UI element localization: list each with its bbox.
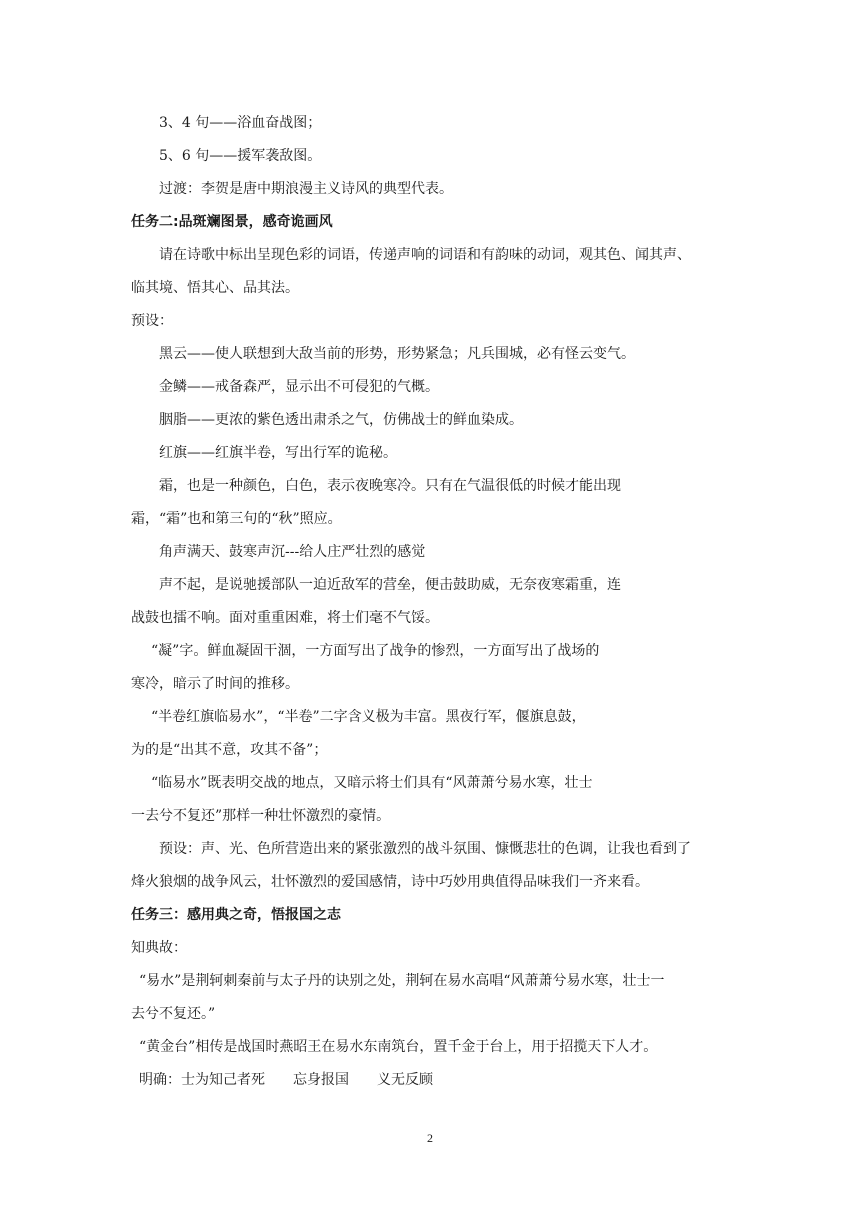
text-line: 请在诗歌中标出呈现色彩的词语，传递声响的词语和有韵味的动词，观其色、闻其声、: [159, 247, 691, 263]
text-line: 预设：: [131, 313, 173, 329]
text-line: 霜，也是一种颜色，白色，表示夜晚寒冷。只有在气温很低的时候才能出现: [159, 478, 621, 494]
section-heading: 任务二:品斑斓图景，感奇诡画风: [131, 214, 333, 230]
document-body: [131, 107, 741, 1097]
text-line: 过渡：李贺是唐中期浪漫主义诗风的典型代表。: [159, 181, 453, 197]
text-line: 声不起，是说驰援部队一迫近敌军的营垒，便击鼓助威，无奈夜寒霜重，连: [159, 577, 621, 593]
text-line: 为的是“出其不意，攻其不备”；: [131, 742, 328, 758]
text-line: 临其境、悟其心、品其法。: [131, 280, 299, 296]
text-line: 5、6 句——援军袭敌图。: [159, 148, 322, 164]
text-line: 3、4 句——浴血奋战图；: [159, 115, 322, 131]
section-heading: 任务三：感用典之奇，悟报国之志: [131, 907, 341, 923]
text-line: 预设：声、光、色所营造出来的紧张激烈的战斗氛围、慷慨悲壮的色调，让我也看到了: [159, 841, 691, 857]
text-line: “半卷红旗临易水”，“半卷”二字含义极为丰富。黑夜行军，偃旗息鼓，: [151, 709, 586, 725]
text-line: 金鳞——戒备森严，显示出不可侵犯的气概。: [159, 379, 439, 395]
text-line: 胭脂——更浓的紫色透出肃杀之气，仿佛战士的鲜血染成。: [159, 412, 523, 428]
text-line: 烽火狼烟的战争风云，壮怀激烈的爱国感情，诗中巧妙用典值得品味我们一齐来看。: [131, 874, 649, 890]
text-line: 一去兮不复还”那样一种壮怀激烈的豪情。: [131, 808, 391, 824]
text-line: 知典故：: [131, 940, 187, 956]
text-line: 战鼓也擂不响。面对重重困难，将士们毫不气馁。: [131, 610, 439, 626]
text-line: 黑云——使人联想到大敌当前的形势，形势紧急；凡兵围城，必有怪云变气。: [159, 346, 635, 362]
text-line: 红旗——红旗半卷，写出行军的诡秘。: [159, 445, 397, 461]
text-line: 霜，“霜”也和第三句的“秋”照应。: [131, 511, 342, 527]
text-line: “凝”字。鲜血凝固干涸，一方面写出了战争的惨烈，一方面写出了战场的: [151, 643, 600, 659]
text-line: 明确：士为知己者死 忘身报国 义无反顾: [139, 1072, 433, 1088]
page-number: 2: [427, 1131, 433, 1145]
text-line: “临易水”既表明交战的地点，又暗示将士们具有“风萧萧兮易水寒，壮士: [151, 775, 593, 791]
text-line: “黄金台”相传是战国时燕昭王在易水东南筑台，置千金于台上，用于招揽天下人才。: [139, 1039, 658, 1055]
text-line: 寒冷，暗示了时间的推移。: [131, 676, 299, 692]
text-line: 去兮不复还。”: [131, 1006, 216, 1022]
text-line: 角声满天、鼓寒声沉---给人庄严壮烈的感觉: [159, 544, 426, 560]
text-line: “易水”是荆轲刺秦前与太子丹的诀别之处，荆轲在易水高唱“风萧萧兮易水寒，壮士一: [139, 973, 665, 989]
